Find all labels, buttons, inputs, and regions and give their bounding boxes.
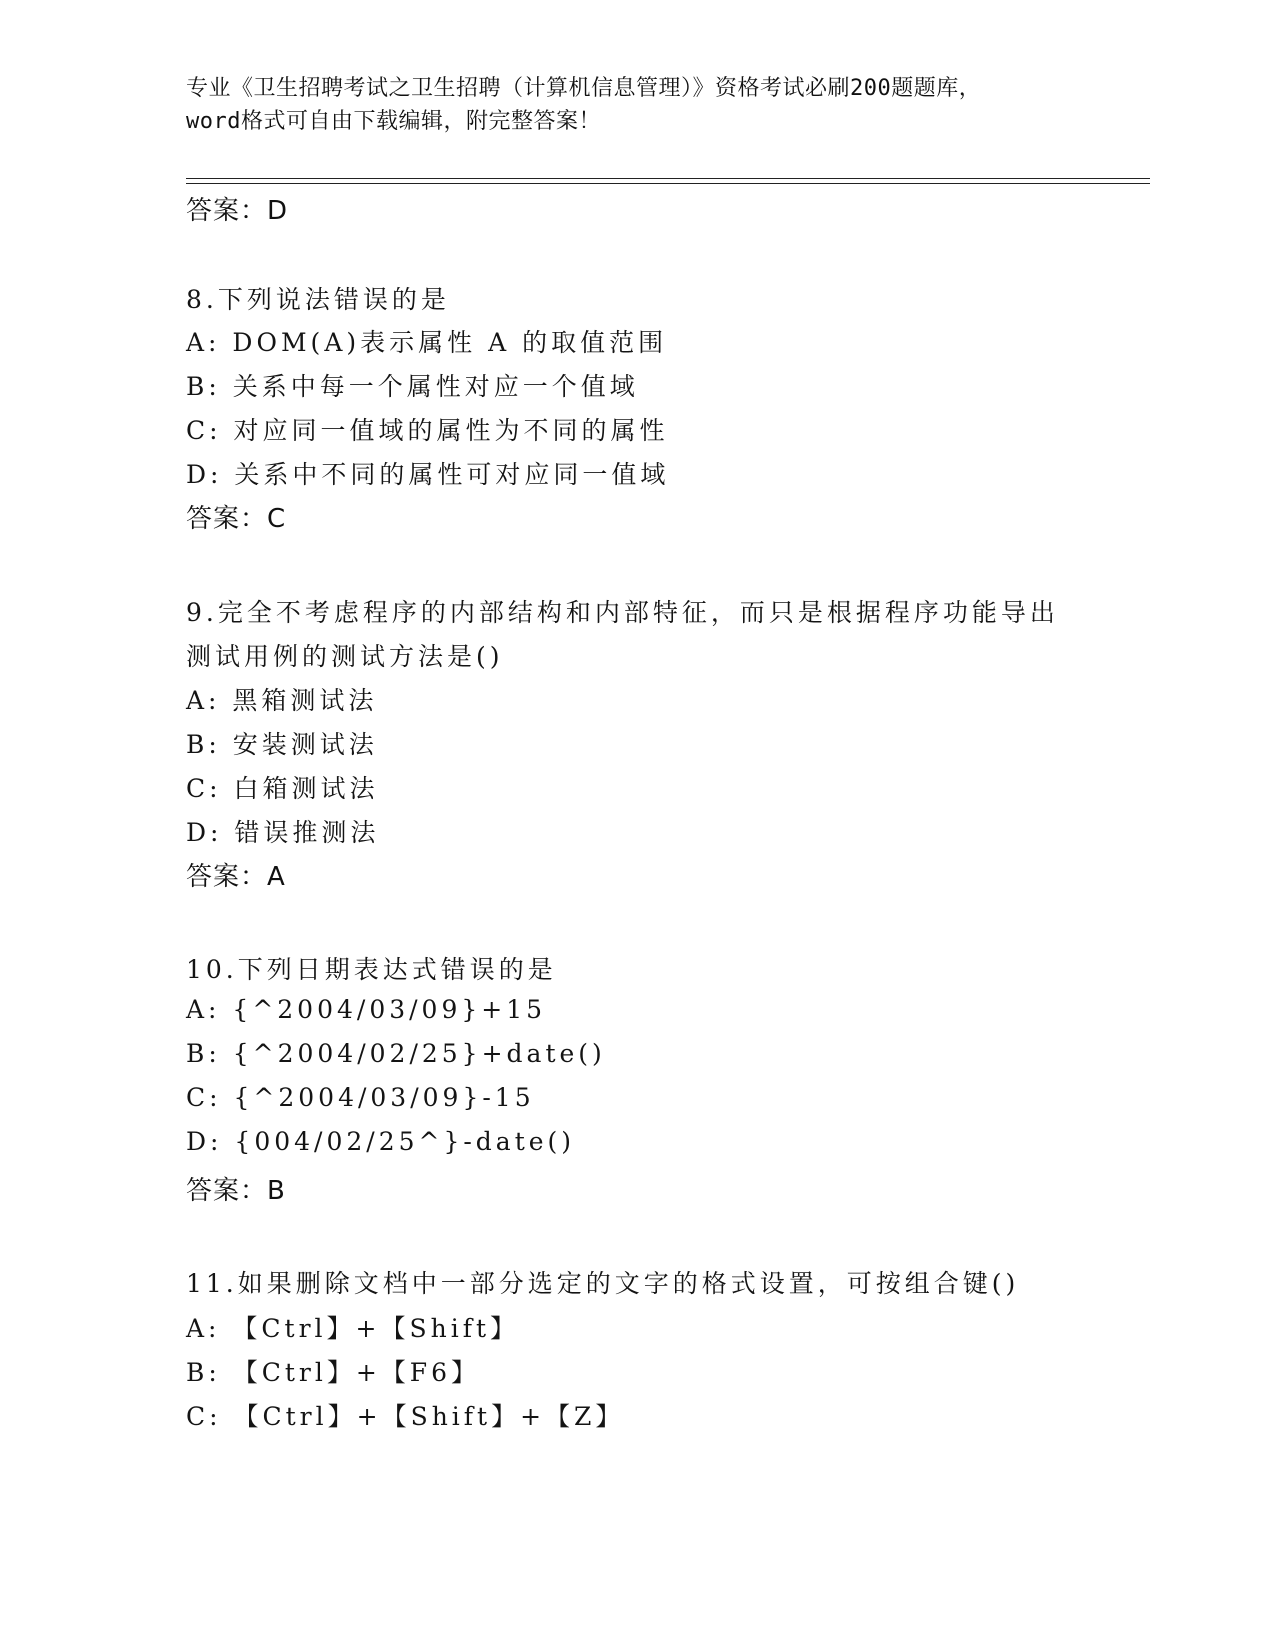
question-11-stem: 11.如果删除文档中一部分选定的文字的格式设置，可按组合键() — [186, 1269, 1020, 1298]
header-divider-top — [186, 178, 1150, 179]
question-10-option-c: C: {^2004/03/09}-15 — [186, 1083, 535, 1112]
question-9-option-a: A: 黑箱测试法 — [186, 686, 378, 715]
question-10-option-a: A: {^2004/03/09}+15 — [186, 995, 547, 1024]
header-divider-bottom — [186, 183, 1150, 184]
question-11-option-a: A: 【Ctrl】+【Shift】 — [186, 1314, 520, 1343]
question-9-stem-line-2: 测试用例的测试方法是() — [186, 642, 504, 671]
question-11-option-c: C: 【Ctrl】+【Shift】+【Z】 — [186, 1402, 625, 1431]
question-8-option-c: C: 对应同一值域的属性为不同的属性 — [186, 416, 669, 445]
question-9-option-c: C: 白箱测试法 — [186, 774, 379, 803]
answer-q10: 答案：B — [186, 1176, 286, 1206]
question-9-stem-line-1: 9.完全不考虑程序的内部结构和内部特征，而只是根据程序功能导出 — [186, 598, 1059, 627]
question-9-option-b: B: 安装测试法 — [186, 730, 378, 759]
question-10-stem: 10.下列日期表达式错误的是 — [186, 955, 557, 984]
question-10-option-d: D: {004/02/25^}-date() — [186, 1127, 576, 1156]
question-11-option-b: B: 【Ctrl】+【F6】 — [186, 1358, 481, 1387]
question-8-option-a: A: DOM(A)表示属性 A 的取值范围 — [186, 328, 668, 357]
question-9-option-d: D: 错误推测法 — [186, 818, 380, 847]
header-title-line-1: 专业《卫生招聘考试之卫生招聘（计算机信息管理）》资格考试必刷200题题库， — [186, 76, 982, 101]
question-8-option-d: D: 关系中不同的属性可对应同一值域 — [186, 460, 670, 489]
question-8-option-b: B: 关系中每一个属性对应一个值域 — [186, 372, 639, 401]
answer-q7: 答案：D — [186, 196, 289, 226]
question-8-stem: 8.下列说法错误的是 — [186, 285, 450, 314]
answer-q8: 答案：C — [186, 504, 287, 534]
document-header — [186, 72, 1086, 138]
answer-q9: 答案：A — [186, 862, 286, 892]
question-10-option-b: B: {^2004/02/25}+date() — [186, 1039, 606, 1068]
header-title-line-2: word格式可自由下载编辑，附完整答案！ — [186, 109, 601, 134]
